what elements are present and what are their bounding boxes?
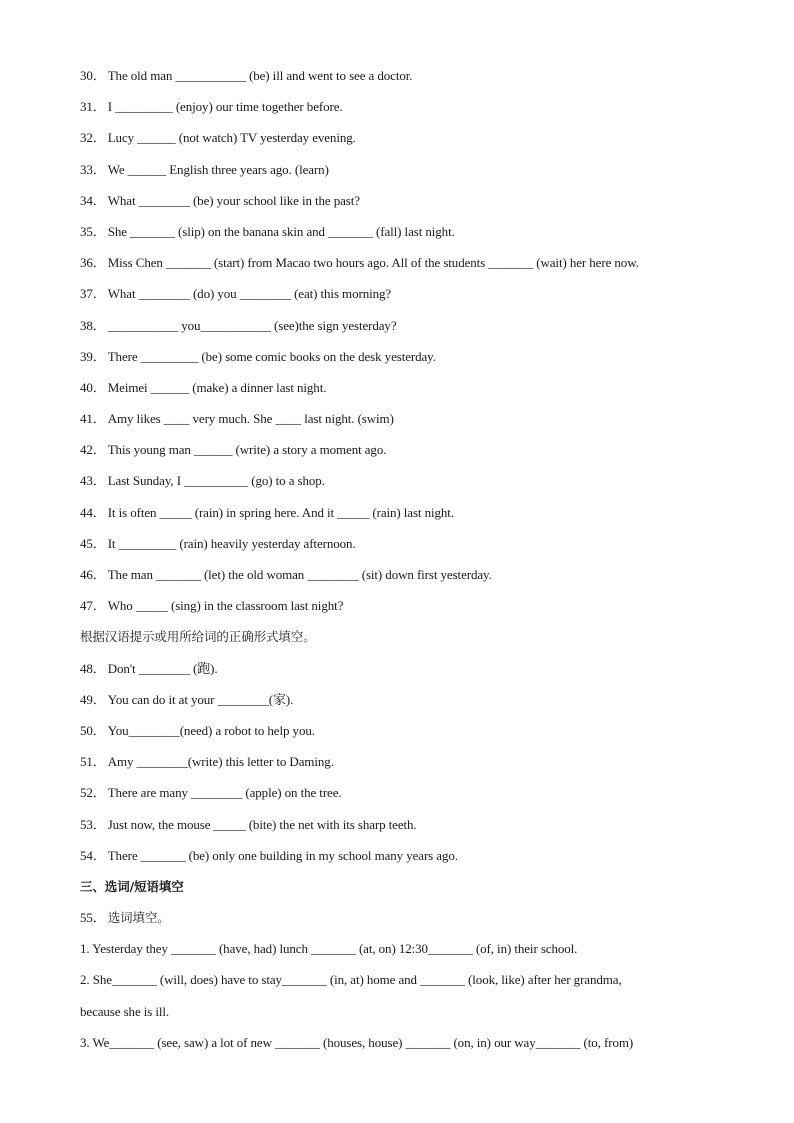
question-38 xyxy=(80,314,720,345)
sub-item-1: 1. Yesterday they _______ (have, had) lunch _______ (at, on) 12:30_______ (of, in) their school. xyxy=(80,941,578,957)
question-number: 33． xyxy=(80,161,106,177)
question-text: Amy ________(write) this letter to Daming. xyxy=(107,754,334,770)
question-text: Amy likes ____ very much. She ____ last night. (swim) xyxy=(107,411,394,427)
question-number: 50． xyxy=(80,722,106,738)
question-text: It is often _____ (rain) in spring here. And it _____ (rain) last night. xyxy=(107,504,454,520)
question-text: There _______ (be) only one building in my school many years ago. xyxy=(107,847,458,863)
question-46 xyxy=(80,563,720,594)
question-text: Last Sunday, I __________ (go) to a shop. xyxy=(107,473,325,489)
section-instruction: 根据汉语提示或用所给词的正确形式填空。 xyxy=(80,629,316,645)
question-number: 51． xyxy=(80,754,106,770)
question-number: 39． xyxy=(80,348,106,364)
question-34 xyxy=(80,189,720,220)
sub-item-2-continued: because she is ill. xyxy=(80,1003,170,1019)
question-33 xyxy=(80,158,720,189)
question-number: 42． xyxy=(80,442,106,458)
question-43 xyxy=(80,469,720,500)
question-52 xyxy=(80,781,720,812)
question-number: 54． xyxy=(80,847,106,863)
question-49 xyxy=(80,688,720,719)
question-number: 48． xyxy=(80,660,106,676)
question-40 xyxy=(80,376,720,407)
question-text: It _________ (rain) heavily yesterday afternoon. xyxy=(107,535,356,551)
section-3-heading: 三、选词/短语填空 xyxy=(80,878,184,894)
question-45 xyxy=(80,532,720,563)
question-48 xyxy=(80,657,720,688)
question-text: The man _______ (let) the old woman ________ (sit) down first yesterday. xyxy=(107,567,492,582)
question-47 xyxy=(80,594,720,625)
worksheet-page xyxy=(80,64,720,1062)
question-number: 32． xyxy=(80,130,106,146)
question-text: Miss Chen _______ (start) from Macao two hours ago. All of the students _______ (wait) her here now. xyxy=(107,255,639,271)
question-text: I _________ (enjoy) our time together before. xyxy=(107,99,343,115)
question-36 xyxy=(80,251,720,282)
question-text: There are many ________ (apple) on the tree. xyxy=(107,785,342,801)
question-text: You________(need) a robot to help you. xyxy=(107,722,315,738)
question-number: 46． xyxy=(80,567,106,582)
question-number: 53． xyxy=(80,816,106,832)
question-55 xyxy=(80,906,720,937)
question-text: ___________ you___________ (see)the sign yesterday? xyxy=(107,317,397,333)
question-text: The old man ___________ (be) ill and went to see a doctor. xyxy=(107,68,413,83)
question-number: 55． xyxy=(80,910,106,926)
question-text: This young man ______ (write) a story a moment ago. xyxy=(107,442,387,458)
question-number: 37． xyxy=(80,286,106,302)
question-number: 45． xyxy=(80,535,106,551)
question-number: 34． xyxy=(80,192,106,208)
question-number: 36． xyxy=(80,255,106,271)
question-text: 选词填空。 xyxy=(107,910,170,926)
question-number: 30． xyxy=(80,68,106,83)
question-text: She _______ (slip) on the banana skin and _______ (fall) last night. xyxy=(107,223,455,239)
question-32 xyxy=(80,126,720,157)
question-41 xyxy=(80,407,720,438)
sub-item-3: 3. We_______ (see, saw) a lot of new _______ (houses, house) _______ (on, in) our way_______ (to, from) xyxy=(80,1034,634,1050)
question-text: You can do it at your ________(家). xyxy=(107,691,294,707)
question-50 xyxy=(80,719,720,750)
question-text: We ______ English three years ago. (learn) xyxy=(107,161,329,177)
question-number: 47． xyxy=(80,598,106,614)
question-number: 38． xyxy=(80,317,106,333)
question-53 xyxy=(80,813,720,844)
question-31 xyxy=(80,95,720,126)
question-number: 41． xyxy=(80,411,106,427)
question-number: 49． xyxy=(80,691,106,707)
question-text: Just now, the mouse _____ (bite) the net with its sharp teeth. xyxy=(107,816,417,832)
question-51 xyxy=(80,750,720,781)
sub-item-2: 2. She_______ (will, does) have to stay_______ (in, at) home and _______ (look, like) after her grandma, xyxy=(80,972,622,988)
question-42 xyxy=(80,438,720,469)
question-text: There _________ (be) some comic books on the desk yesterday. xyxy=(107,348,436,364)
question-text: Don't ________ (跑). xyxy=(107,660,218,676)
question-30 xyxy=(80,64,720,95)
question-number: 43． xyxy=(80,473,106,489)
question-number: 35． xyxy=(80,223,106,239)
question-54 xyxy=(80,844,720,875)
question-text: Lucy ______ (not watch) TV yesterday evening. xyxy=(107,130,356,146)
question-37 xyxy=(80,282,720,313)
question-number: 52． xyxy=(80,785,106,801)
question-number: 40． xyxy=(80,379,106,395)
question-number: 31． xyxy=(80,99,106,115)
question-44 xyxy=(80,501,720,532)
question-text: What ________ (be) your school like in the past? xyxy=(107,192,360,208)
question-number: 44． xyxy=(80,504,106,520)
question-text: Who _____ (sing) in the classroom last night? xyxy=(107,598,344,614)
question-text: What ________ (do) you ________ (eat) this morning? xyxy=(107,286,392,302)
question-text: Meimei ______ (make) a dinner last night. xyxy=(107,379,327,395)
question-35 xyxy=(80,220,720,251)
question-39 xyxy=(80,345,720,376)
